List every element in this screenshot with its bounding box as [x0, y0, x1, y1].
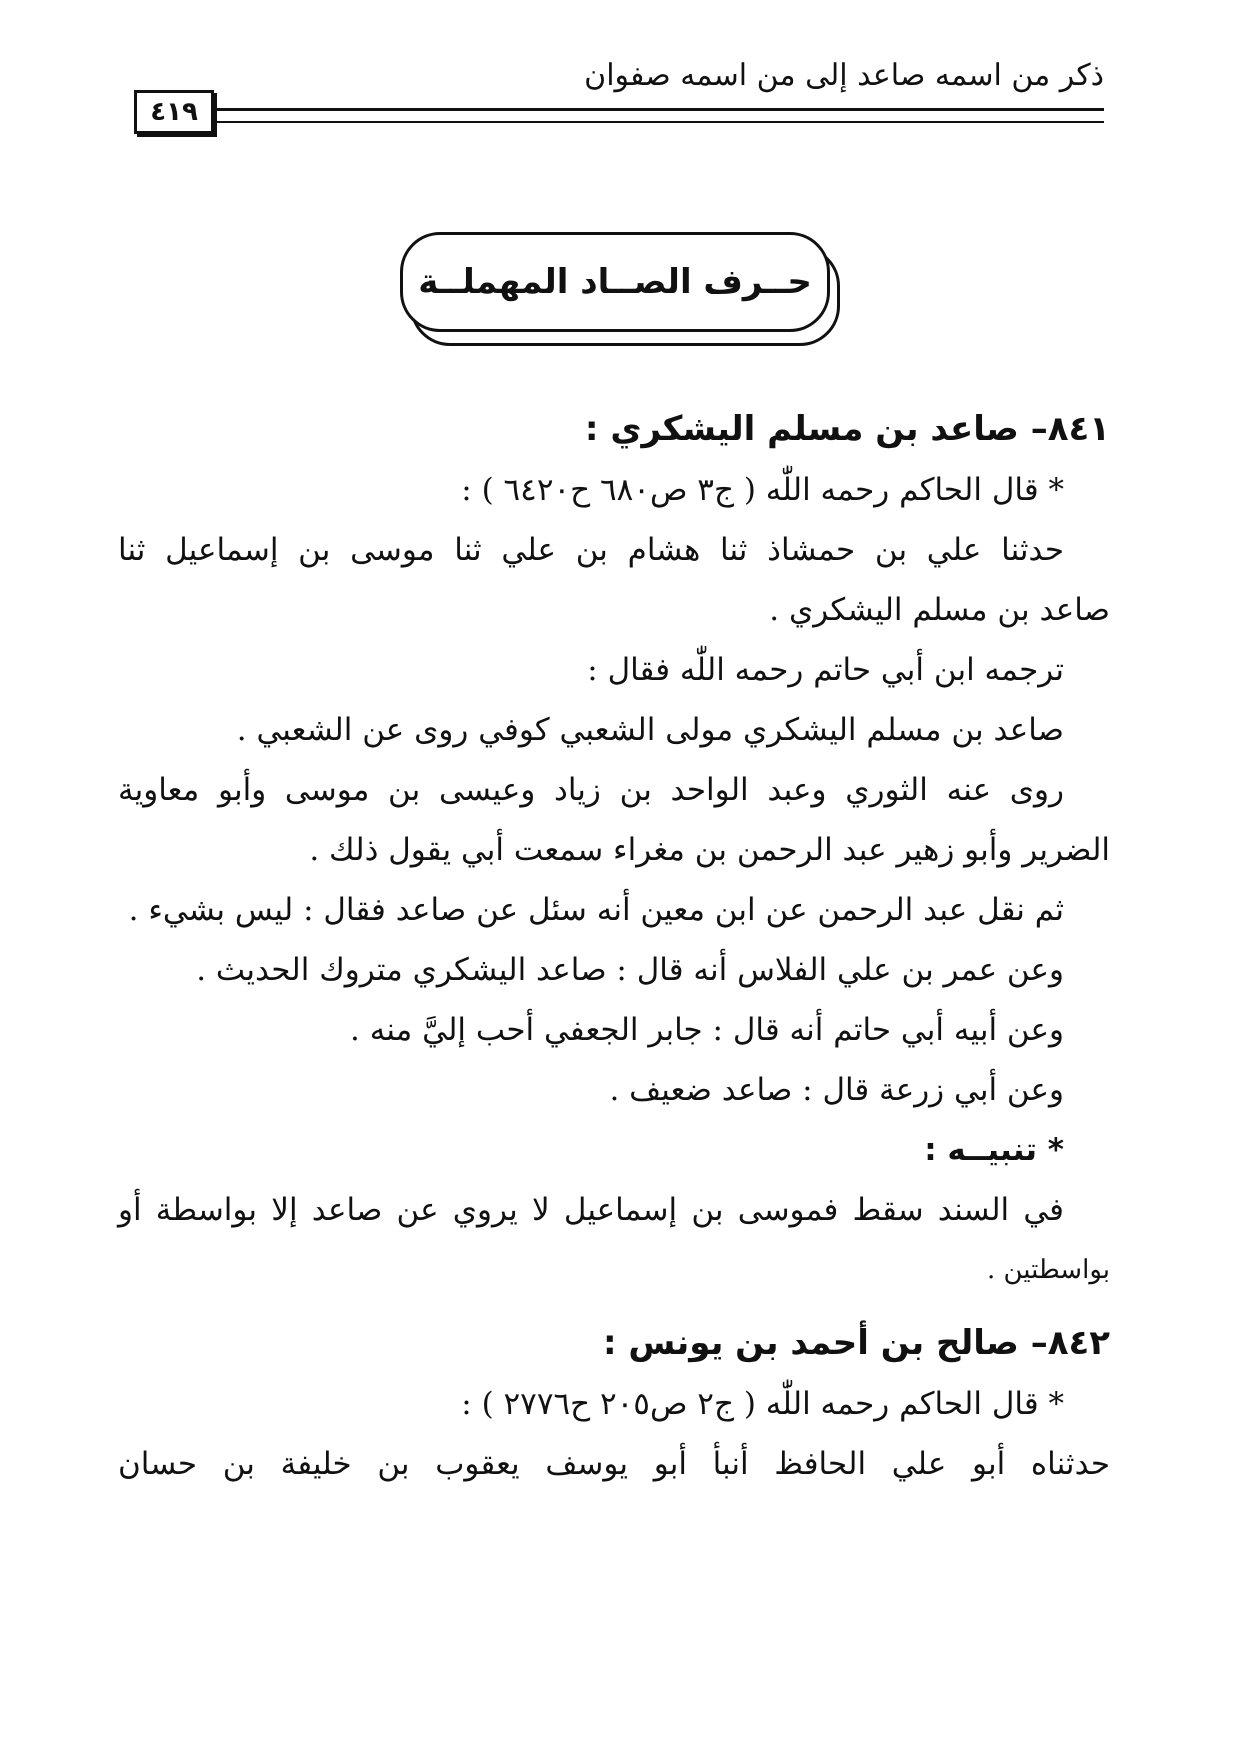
- paragraph-line: بواسطتين .: [986, 1255, 1110, 1285]
- source-citation: * قال الحاكم رحمه اللّٰه ( ج٣ ص٦٨٠ ح٦٤٢٠ ) :: [461, 472, 1064, 508]
- body-text: [118, 398, 1110, 1494]
- header-rule: [216, 108, 1104, 123]
- paragraph-line: ثم نقل عبد الرحمن عن ابن معين أنه سئل عن صاعد فقال : ليس بشيء .: [128, 892, 1064, 928]
- paragraph-line: في السند سقط فموسى بن إسماعيل لا يروي عن صاعد إلا بواسطة أو: [118, 1192, 1064, 1228]
- source-citation: * قال الحاكم رحمه اللّٰه ( ج٢ ص٢٠٥ ح٢٧٧٦ ) :: [461, 1386, 1064, 1422]
- note-heading: * تنبيــه :: [924, 1132, 1064, 1168]
- paragraph-line: وعن عمر بن علي الفلاس أنه قال : صاعد اليشكري متروك الحديث .: [196, 952, 1064, 988]
- paragraph-line: وعن أبيه أبي حاتم أنه قال : جابر الجعفي أحب إليَّ منه .: [350, 1012, 1064, 1048]
- entry-heading-841: ٨٤١– صاعد بن مسلم اليشكري :: [584, 409, 1110, 449]
- paragraph-line: حدثنا علي بن حمشاذ ثنا هشام بن علي ثنا موسى بن إسماعيل ثنا: [118, 532, 1064, 568]
- running-title: ذكر من اسمه صاعد إلى من اسمه صفوان: [584, 58, 1104, 93]
- paragraph-line: حدثناه أبو علي الحافظ أنبأ أبو يوسف يعقوب بن خليفة بن حسان: [118, 1446, 1110, 1482]
- paragraph-line: الضرير وأبو زهير عبد الرحمن بن مغراء سمعت أبي يقول ذلك .: [309, 832, 1110, 868]
- paragraph-line: صاعد بن مسلم اليشكري مولى الشعبي كوفي روى عن الشعبي .: [236, 712, 1064, 748]
- paragraph-line: وعن أبي زرعة قال : صاعد ضعيف .: [609, 1072, 1064, 1108]
- entry-heading-842: ٨٤٢– صالح بن أحمد بن يونس :: [602, 1323, 1110, 1363]
- page-number: ٤١٩: [134, 90, 214, 134]
- paragraph-line: ترجمه ابن أبي حاتم رحمه اللّٰه فقال :: [587, 652, 1064, 688]
- paragraph-line: روى عنه الثوري وعبد الواحد بن زياد وعيسى بن موسى وأبو معاوية: [118, 772, 1064, 808]
- section-heading: حــرف الصــاد المهملــة: [400, 232, 830, 332]
- paragraph-line: صاعد بن مسلم اليشكري .: [769, 592, 1110, 628]
- section-heading-box: [400, 232, 830, 332]
